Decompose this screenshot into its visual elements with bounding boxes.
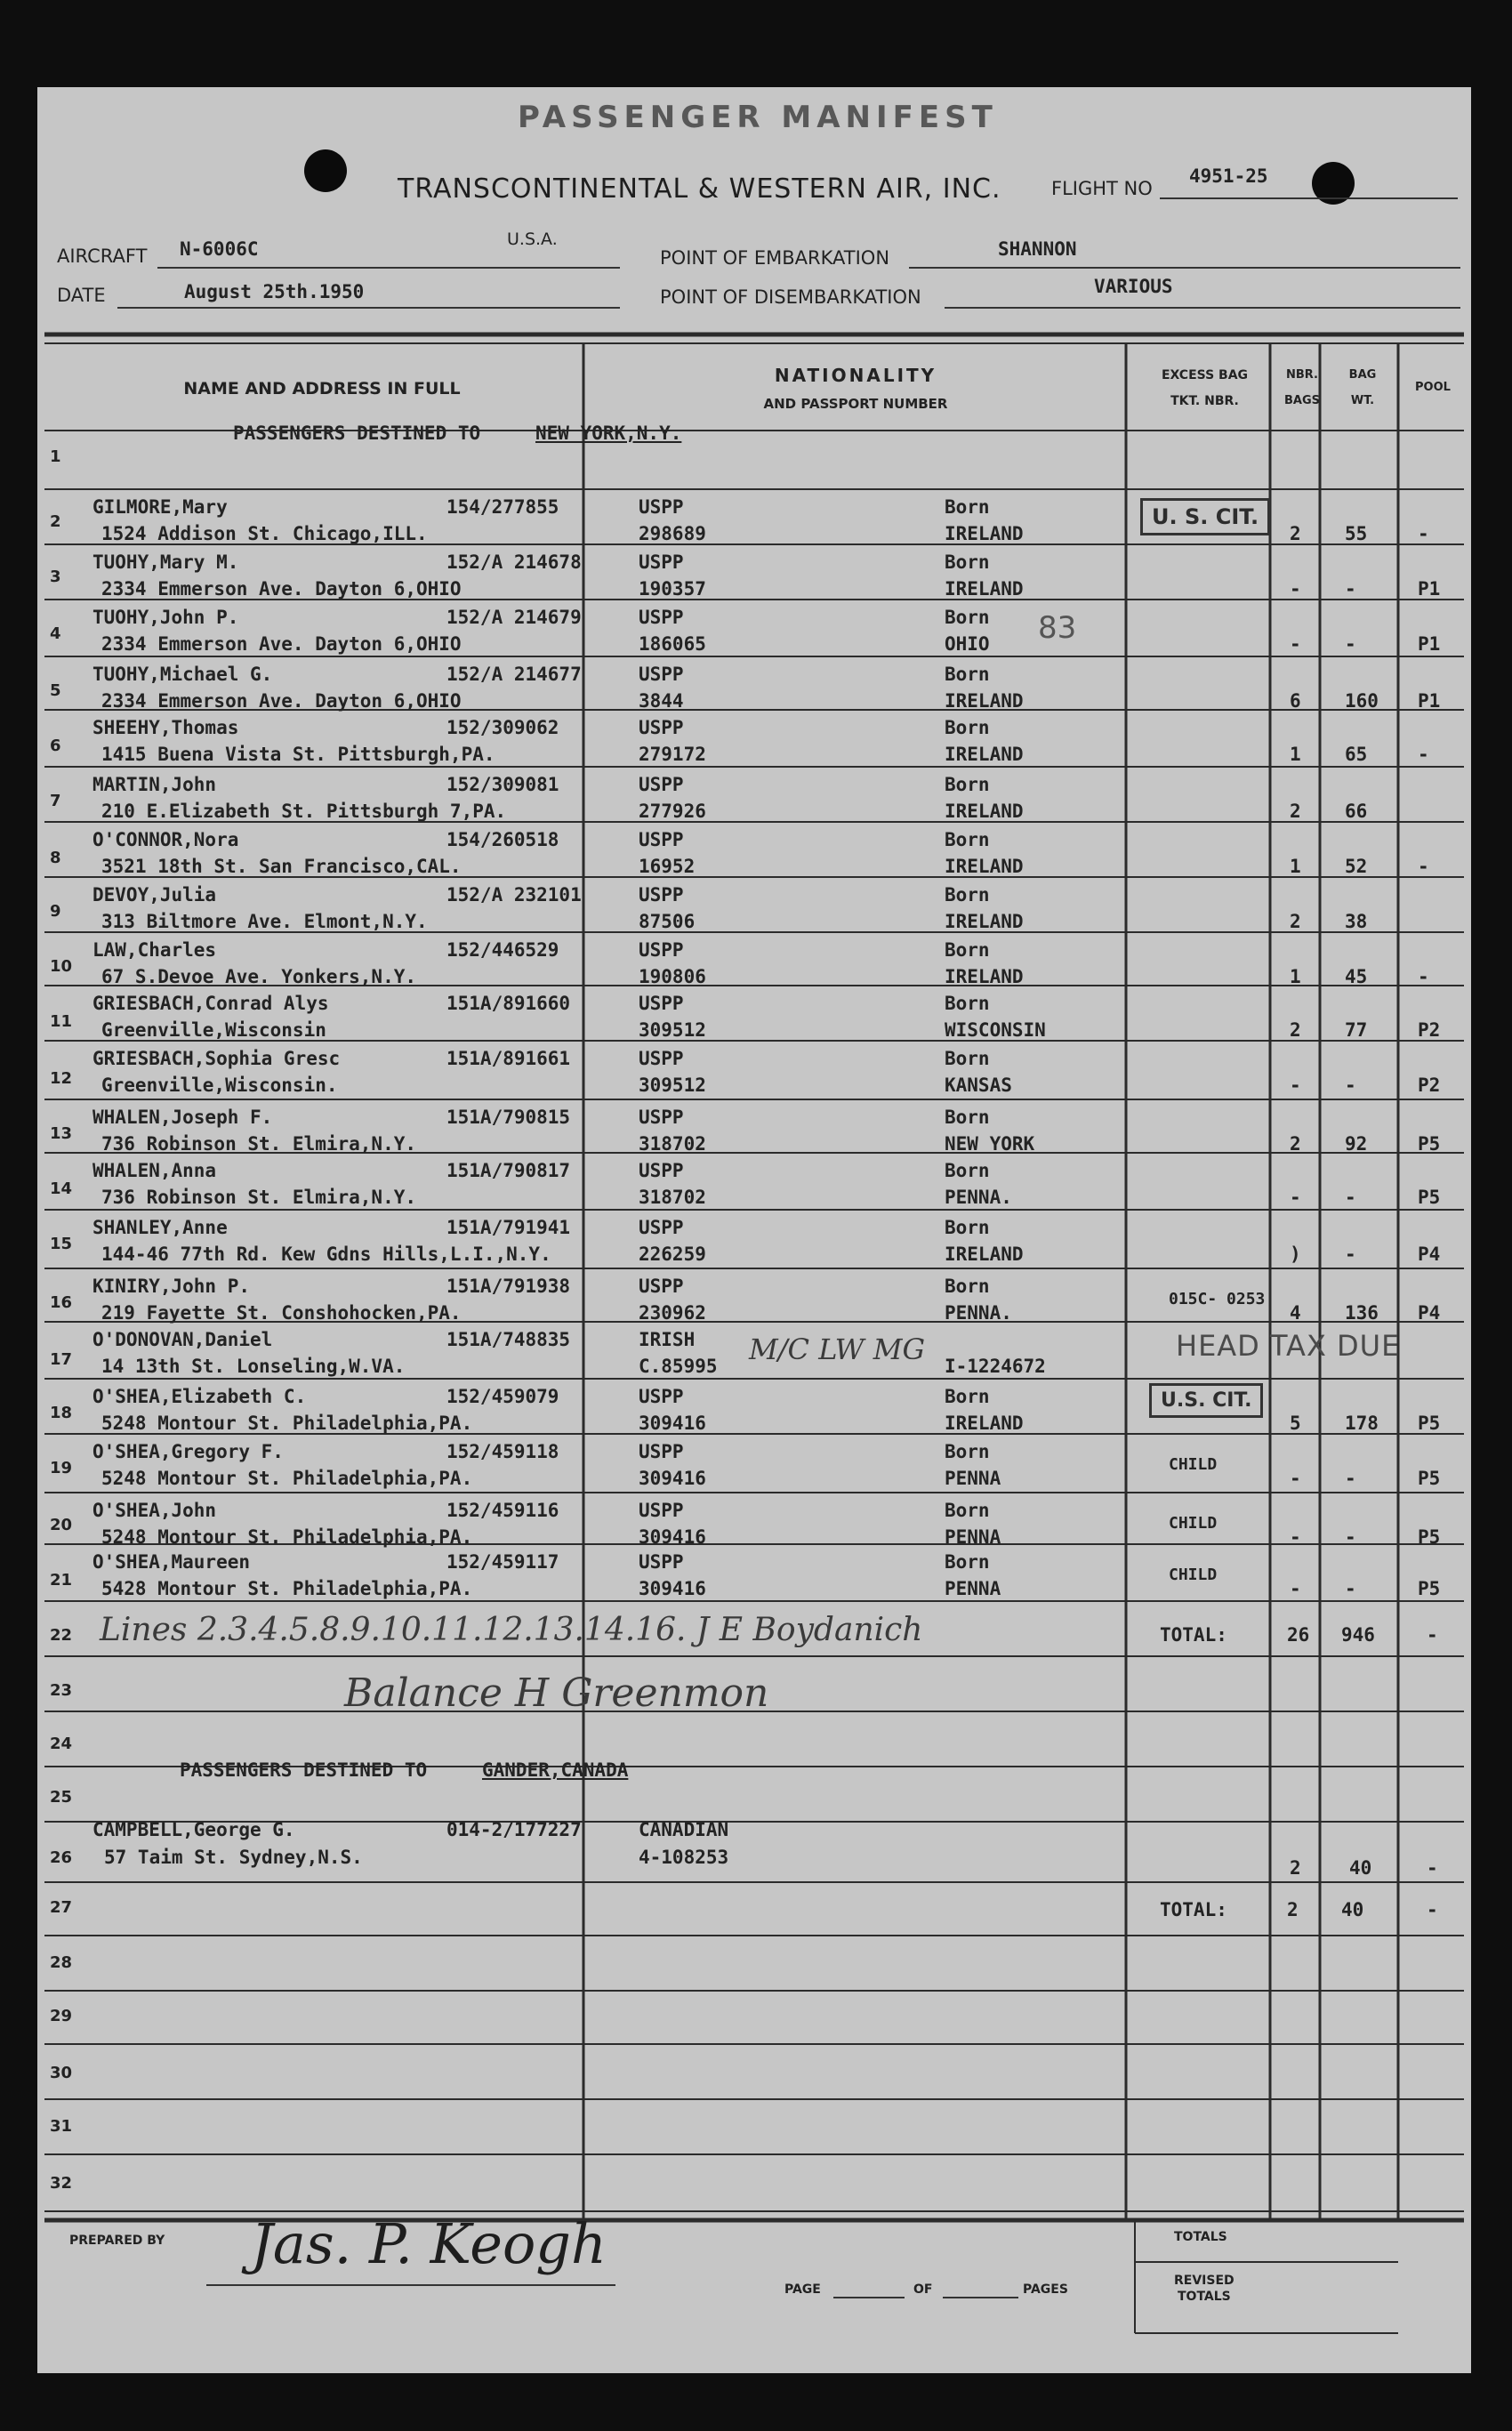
passenger-nationality: USPP bbox=[639, 717, 684, 738]
row-number: 17 bbox=[50, 1350, 73, 1369]
passenger-bags: 2 bbox=[1290, 1019, 1301, 1041]
passenger-weight: 65 bbox=[1345, 744, 1368, 765]
passenger-bags: 1 bbox=[1290, 966, 1301, 987]
passenger-birthplace: WISCONSIN bbox=[945, 1019, 1046, 1041]
passenger-name: GRIESBACH,Conrad Alys bbox=[92, 993, 329, 1014]
passenger-birthplace: KANSAS bbox=[945, 1075, 1012, 1096]
row-number: 11 bbox=[50, 1012, 73, 1031]
col-excess-sub: TKT. NBR. bbox=[1170, 394, 1239, 408]
passenger-born-label: Born bbox=[945, 829, 990, 850]
flight-number: 4951-25 bbox=[1189, 165, 1268, 187]
passenger-address: 2334 Emmerson Ave. Dayton 6,OHIO bbox=[101, 633, 462, 655]
passenger-passport: 318702 bbox=[639, 1133, 706, 1155]
passenger-weight: 160 bbox=[1345, 690, 1379, 712]
handwritten-lines-note: Lines 2.3.4.5.8.9.10.11.12.13.14.16. J E Boydanich bbox=[100, 1612, 923, 1648]
passenger-bags: 2 bbox=[1290, 911, 1301, 932]
col-excess-header: EXCESS BAG bbox=[1161, 368, 1249, 382]
passenger-bags: - bbox=[1290, 1187, 1301, 1208]
passenger-nationality: USPP bbox=[639, 1441, 684, 1462]
section2-destination: GANDER,CANADA bbox=[482, 1759, 629, 1781]
embarkation-label: POINT OF EMBARKATION bbox=[660, 247, 890, 269]
col-nationality-sub: AND PASSPORT NUMBER bbox=[763, 396, 948, 412]
row-number: 21 bbox=[50, 1571, 73, 1590]
passenger-nationality: USPP bbox=[639, 993, 684, 1014]
passenger-nationality: USPP bbox=[639, 1500, 684, 1521]
passenger-pool: - bbox=[1418, 744, 1429, 765]
row-number: 6 bbox=[50, 737, 61, 755]
passenger-address: Greenville,Wisconsin bbox=[101, 1019, 326, 1041]
row-number: 12 bbox=[50, 1069, 73, 1088]
passenger-born-label: Born bbox=[945, 1551, 990, 1573]
passenger-weight: - bbox=[1345, 1075, 1356, 1096]
passenger-weight: 55 bbox=[1345, 523, 1368, 544]
passenger-name: WHALEN,Joseph F. bbox=[92, 1107, 273, 1128]
row-number: 31 bbox=[50, 2117, 73, 2136]
section1-prefix: PASSENGERS DESTINED TO bbox=[233, 423, 481, 444]
row-number: 20 bbox=[50, 1516, 73, 1534]
passenger-pool: P4 bbox=[1418, 1244, 1441, 1265]
disembarkation-value: VARIOUS bbox=[1094, 276, 1173, 297]
passenger-pool: P1 bbox=[1418, 690, 1441, 712]
passenger-nationality: USPP bbox=[639, 664, 684, 685]
passenger-passport: 3844 bbox=[639, 690, 684, 712]
passenger-nationality: USPP bbox=[639, 1107, 684, 1128]
row-number: 3 bbox=[50, 568, 61, 586]
row-number: 19 bbox=[50, 1459, 73, 1477]
passenger-nationality: USPP bbox=[639, 829, 684, 850]
handwritten-note-17: M/C LW MG bbox=[749, 1332, 926, 1366]
passenger-nationality: USPP bbox=[639, 551, 684, 573]
row-number: 25 bbox=[50, 1788, 73, 1807]
passenger-nationality: USPP bbox=[639, 774, 684, 795]
passenger-passport: 277926 bbox=[639, 801, 706, 822]
passenger-address: 57 Taim St. Sydney,N.S. bbox=[104, 1847, 363, 1868]
passenger-address: 736 Robinson St. Elmira,N.Y. bbox=[101, 1187, 417, 1208]
passenger-ticket: 151A/891661 bbox=[446, 1048, 571, 1069]
passenger-bags: 5 bbox=[1290, 1413, 1301, 1434]
us-citizen-stamp: U. S. CIT. bbox=[1140, 498, 1270, 535]
passenger-birthplace: IRELAND bbox=[945, 690, 1024, 712]
passenger-passport: 186065 bbox=[639, 633, 706, 655]
row-number: 15 bbox=[50, 1235, 73, 1253]
passenger-nationality: USPP bbox=[639, 939, 684, 961]
passenger-born-label: Born bbox=[945, 1276, 990, 1297]
passenger-birthplace: PENNA bbox=[945, 1526, 1001, 1548]
section2-prefix: PASSENGERS DESTINED TO bbox=[180, 1759, 428, 1781]
passenger-born-label: Born bbox=[945, 1386, 990, 1407]
passenger-born-label: Born bbox=[945, 1160, 990, 1181]
us-citizen-stamp-2: U.S. CIT. bbox=[1149, 1383, 1263, 1418]
passenger-pool: - bbox=[1418, 523, 1429, 544]
passenger-nationality: USPP bbox=[639, 1386, 684, 1407]
passenger-name: CAMPBELL,George G. bbox=[92, 1819, 295, 1840]
passenger-born-label: Born bbox=[945, 1048, 990, 1069]
passenger-birthplace: PENNA. bbox=[945, 1187, 1012, 1208]
passenger-passport: C.85995 bbox=[639, 1356, 718, 1377]
total2-pool: - bbox=[1427, 1899, 1438, 1920]
passenger-name: GRIESBACH,Sophia Gresc bbox=[92, 1048, 341, 1069]
passenger-address: 736 Robinson St. Elmira,N.Y. bbox=[101, 1133, 417, 1155]
passenger-passport: 16952 bbox=[639, 856, 696, 877]
passenger-ticket: 151A/791938 bbox=[446, 1276, 571, 1297]
passenger-ticket: 151A/791941 bbox=[446, 1217, 571, 1238]
passenger-ticket: 152/A 214677 bbox=[446, 664, 582, 685]
passenger-pool: P2 bbox=[1418, 1019, 1441, 1041]
passenger-weight: 92 bbox=[1345, 1133, 1368, 1155]
passenger-passport: 190806 bbox=[639, 966, 706, 987]
passenger-nationality: USPP bbox=[639, 1160, 684, 1181]
passenger-ticket: 154/260518 bbox=[446, 829, 559, 850]
revised-label: REVISED bbox=[1174, 2274, 1235, 2288]
passenger-address: Greenville,Wisconsin. bbox=[101, 1075, 338, 1096]
passenger-passport: 279172 bbox=[639, 744, 706, 765]
aircraft-label: AIRCRAFT bbox=[57, 246, 148, 267]
date-value: August 25th.1950 bbox=[184, 281, 365, 302]
passenger-birthplace: NEW YORK bbox=[945, 1133, 1035, 1155]
passenger-nationality: USPP bbox=[639, 884, 684, 906]
passenger-passport: 309416 bbox=[639, 1578, 706, 1599]
passenger-address: 2334 Emmerson Ave. Dayton 6,OHIO bbox=[101, 578, 462, 600]
flight-label: FLIGHT NO bbox=[1051, 178, 1153, 199]
head-tax-stamp: HEAD TAX DUE bbox=[1176, 1329, 1401, 1363]
passenger-address: 1524 Addison St. Chicago,ILL. bbox=[101, 523, 428, 544]
total2-weight: 40 bbox=[1341, 1899, 1364, 1920]
passenger-name: LAW,Charles bbox=[92, 939, 217, 961]
passenger-pool: P5 bbox=[1418, 1526, 1441, 1548]
passenger-weight: 38 bbox=[1345, 911, 1368, 932]
passenger-ticket: 151A/748835 bbox=[446, 1329, 571, 1350]
passenger-ticket: 152/A 232101 bbox=[446, 884, 582, 906]
passenger-birthplace: IRELAND bbox=[945, 966, 1024, 987]
passenger-name: KINIRY,John P. bbox=[92, 1276, 251, 1297]
passenger-birthplace: IRELAND bbox=[945, 1244, 1024, 1265]
passenger-weight: 52 bbox=[1345, 856, 1368, 877]
passenger-address: 313 Biltmore Ave. Elmont,N.Y. bbox=[101, 911, 428, 932]
passenger-address: 219 Fayette St. Conshohocken,PA. bbox=[101, 1302, 462, 1324]
passenger-nationality: USPP bbox=[639, 496, 684, 518]
row-number: 13 bbox=[50, 1124, 73, 1143]
total1-label: TOTAL: bbox=[1160, 1624, 1227, 1646]
passenger-pool: P5 bbox=[1418, 1133, 1441, 1155]
passenger-passport: 309416 bbox=[639, 1413, 706, 1434]
passenger-name: TUOHY,Mary M. bbox=[92, 551, 239, 573]
passenger-bags: - bbox=[1290, 1526, 1301, 1548]
total2-bags: 2 bbox=[1287, 1899, 1299, 1920]
passenger-born-label: Born bbox=[945, 1107, 990, 1128]
form-title: PASSENGER MANIFEST bbox=[518, 100, 998, 135]
passenger-ticket: 014-2/177227 bbox=[446, 1819, 582, 1840]
total2-label: TOTAL: bbox=[1160, 1899, 1227, 1920]
passenger-birthplace: IRELAND bbox=[945, 744, 1024, 765]
col-weight-header: BAG bbox=[1348, 368, 1377, 382]
passenger-name: O'SHEA,John bbox=[92, 1500, 217, 1521]
passenger-birthplace: PENNA bbox=[945, 1578, 1001, 1599]
passenger-weight: 66 bbox=[1345, 801, 1368, 822]
passenger-pool: P4 bbox=[1418, 1302, 1441, 1324]
passenger-address: 5248 Montour St. Philadelphia,PA. bbox=[101, 1468, 473, 1489]
of-label: OF bbox=[913, 2282, 933, 2297]
passenger-ticket: 152/459117 bbox=[446, 1551, 559, 1573]
passenger-address: 5428 Montour St. Philadelphia,PA. bbox=[101, 1578, 473, 1599]
col-weight-sub: WT. bbox=[1350, 394, 1375, 407]
passenger-born-label: Born bbox=[945, 551, 990, 573]
passenger-nationality: USPP bbox=[639, 1551, 684, 1573]
passenger-passport: 230962 bbox=[639, 1302, 706, 1324]
passenger-ticket: 151A/790815 bbox=[446, 1107, 571, 1128]
passenger-born-label: Born bbox=[945, 1217, 990, 1238]
passenger-name: TUOHY,John P. bbox=[92, 607, 239, 628]
passenger-address: 144-46 77th Rd. Kew Gdns Hills,L.I.,N.Y. bbox=[101, 1244, 551, 1265]
passenger-passport: 190357 bbox=[639, 578, 706, 600]
row-number: 32 bbox=[50, 2174, 73, 2193]
row-number: 29 bbox=[50, 2007, 73, 2025]
passenger-address: 2334 Emmerson Ave. Dayton 6,OHIO bbox=[101, 690, 462, 712]
passenger-birthplace: PENNA bbox=[945, 1468, 1001, 1489]
passenger-weight: 45 bbox=[1345, 966, 1368, 987]
passenger-nationality: IRISH bbox=[639, 1329, 696, 1350]
disembarkation-label: POINT OF DISEMBARKATION bbox=[660, 286, 921, 308]
passenger-ticket: 154/277855 bbox=[446, 496, 559, 518]
passenger-ticket: 152/A 214678 bbox=[446, 551, 582, 573]
embarkation-value: SHANNON bbox=[998, 238, 1077, 260]
passenger-born-label: Born bbox=[945, 939, 990, 961]
row-number: 8 bbox=[50, 849, 61, 867]
passenger-born-label: Born bbox=[945, 993, 990, 1014]
passenger-ticket: 152/309062 bbox=[446, 717, 559, 738]
passenger-nationality: USPP bbox=[639, 1217, 684, 1238]
passenger-pool: P2 bbox=[1418, 1075, 1441, 1096]
passenger-name: DEVOY,Julia bbox=[92, 884, 217, 906]
passenger-ticket: 152/309081 bbox=[446, 774, 559, 795]
passenger-name: SHEEHY,Thomas bbox=[92, 717, 239, 738]
passenger-birthplace: OHIO bbox=[945, 633, 990, 655]
passenger-pool: - bbox=[1418, 856, 1429, 877]
passenger-born-label: Born bbox=[945, 774, 990, 795]
passenger-nationality: USPP bbox=[639, 607, 684, 628]
passenger-bags: - bbox=[1290, 1468, 1301, 1489]
passenger-pool: - bbox=[1418, 966, 1429, 987]
passenger-birthplace: PENNA. bbox=[945, 1302, 1012, 1324]
row-number: 7 bbox=[50, 792, 61, 810]
passenger-birthplace: IRELAND bbox=[945, 578, 1024, 600]
passenger-birthplace: IRELAND bbox=[945, 856, 1024, 877]
passenger-bags: ) bbox=[1290, 1244, 1301, 1265]
passenger-pool: P5 bbox=[1418, 1468, 1441, 1489]
passenger-passport: 318702 bbox=[639, 1187, 706, 1208]
prepared-by-label: PREPARED BY bbox=[69, 2234, 165, 2248]
total1-bags: 26 bbox=[1287, 1624, 1310, 1646]
passenger-name: SHANLEY,Anne bbox=[92, 1217, 228, 1238]
revised-totals-label: TOTALS bbox=[1178, 2290, 1231, 2304]
date-label: DATE bbox=[57, 285, 106, 306]
passenger-birthplace: I-1224672 bbox=[945, 1356, 1046, 1377]
passenger-passport: 309416 bbox=[639, 1468, 706, 1489]
passenger-address: 5248 Montour St. Philadelphia,PA. bbox=[101, 1526, 473, 1548]
passenger-bags: - bbox=[1290, 578, 1301, 600]
passenger-bags: 1 bbox=[1290, 744, 1301, 765]
row-number: 27 bbox=[50, 1898, 73, 1917]
handwritten-balance-note: Balance H Greenmon bbox=[344, 1670, 769, 1716]
passenger-weight: - bbox=[1345, 1578, 1356, 1599]
passenger-pool: P5 bbox=[1418, 1187, 1441, 1208]
total1-weight: 946 bbox=[1341, 1624, 1375, 1646]
passenger-bags: - bbox=[1290, 1075, 1301, 1096]
passenger-weight: - bbox=[1345, 578, 1356, 600]
row-number: 18 bbox=[50, 1404, 73, 1422]
passenger-bags: - bbox=[1290, 633, 1301, 655]
row-number: 23 bbox=[50, 1681, 73, 1700]
passenger-passport: 309512 bbox=[639, 1075, 706, 1096]
row-number: 9 bbox=[50, 902, 61, 921]
passenger-excess-ticket: 015C- 0253 bbox=[1169, 1290, 1266, 1308]
passenger-birthplace: IRELAND bbox=[945, 1413, 1024, 1434]
passenger-name: O'SHEA,Gregory F. bbox=[92, 1441, 284, 1462]
passenger-born-label: Born bbox=[945, 884, 990, 906]
passenger-ticket: 151A/891660 bbox=[446, 993, 571, 1014]
passenger-pool: P5 bbox=[1418, 1578, 1441, 1599]
passenger-bags: 1 bbox=[1290, 856, 1301, 877]
manifest-sheet bbox=[37, 87, 1471, 2373]
passenger-name: O'DONOVAN,Daniel bbox=[92, 1329, 273, 1350]
passenger-weight: - bbox=[1345, 1187, 1356, 1208]
passenger-born-label: Born bbox=[945, 1441, 990, 1462]
passenger-name: WHALEN,Anna bbox=[92, 1160, 217, 1181]
col-pool-header: POOL bbox=[1415, 381, 1451, 394]
passenger-ticket: 152/459118 bbox=[446, 1441, 559, 1462]
passenger-pool: P5 bbox=[1418, 1413, 1441, 1434]
passenger-birthplace: IRELAND bbox=[945, 523, 1024, 544]
passenger-bags: 2 bbox=[1290, 1857, 1301, 1879]
passenger-name: GILMORE,Mary bbox=[92, 496, 228, 518]
page-label: PAGE bbox=[784, 2282, 821, 2297]
passenger-ticket: 152/A 214679 bbox=[446, 607, 582, 628]
passenger-born-label: Born bbox=[945, 664, 990, 685]
passenger-weight: - bbox=[1345, 1244, 1356, 1265]
passenger-born-label: Born bbox=[945, 496, 990, 518]
total1-pool: - bbox=[1427, 1624, 1438, 1646]
handwritten-83: 83 bbox=[1038, 610, 1077, 646]
passenger-ticket: 152/459079 bbox=[446, 1386, 559, 1407]
passenger-pool: P1 bbox=[1418, 578, 1441, 600]
preparer-signature: Jas. P. Keogh bbox=[251, 2211, 607, 2276]
passenger-pool: P1 bbox=[1418, 633, 1441, 655]
passenger-weight: - bbox=[1345, 1526, 1356, 1548]
passenger-address: 67 S.Devoe Ave. Yonkers,N.Y. bbox=[101, 966, 417, 987]
col-nationality-header: NATIONALITY bbox=[774, 365, 937, 386]
passenger-birthplace: IRELAND bbox=[945, 801, 1024, 822]
passenger-weight: 40 bbox=[1349, 1857, 1372, 1879]
passenger-passport: 298689 bbox=[639, 523, 706, 544]
pages-label: PAGES bbox=[1023, 2282, 1068, 2297]
passenger-born-label: Born bbox=[945, 607, 990, 628]
passenger-weight: - bbox=[1345, 1468, 1356, 1489]
row-number: 24 bbox=[50, 1735, 73, 1753]
section1-destination: NEW YORK,N.Y. bbox=[535, 423, 682, 444]
passenger-passport: 309416 bbox=[639, 1526, 706, 1548]
passenger-weight: 77 bbox=[1345, 1019, 1368, 1041]
passenger-ticket: 151A/790817 bbox=[446, 1160, 571, 1181]
passenger-bags: - bbox=[1290, 1578, 1301, 1599]
row-number: 2 bbox=[50, 512, 61, 531]
passenger-excess-ticket: CHILD bbox=[1169, 1455, 1218, 1474]
row-number: 1 bbox=[50, 447, 61, 466]
col-bags-header: NBR. bbox=[1286, 368, 1318, 382]
passenger-born-label: Born bbox=[945, 717, 990, 738]
passenger-address: 210 E.Elizabeth St. Pittsburgh 7,PA. bbox=[101, 801, 507, 822]
passenger-ticket: 152/446529 bbox=[446, 939, 559, 961]
passenger-bags: 2 bbox=[1290, 523, 1301, 544]
passenger-excess-ticket: CHILD bbox=[1169, 1514, 1218, 1533]
totals-label: TOTALS bbox=[1174, 2230, 1227, 2244]
passenger-address: 1415 Buena Vista St. Pittsburgh,PA. bbox=[101, 744, 495, 765]
passenger-passport: 87506 bbox=[639, 911, 696, 932]
passenger-name: O'SHEA,Maureen bbox=[92, 1551, 251, 1573]
passenger-nationality: CANADIAN bbox=[639, 1819, 729, 1840]
col-bags-sub: BAGS bbox=[1283, 394, 1320, 407]
row-number: 4 bbox=[50, 624, 61, 643]
row-number: 5 bbox=[50, 681, 61, 700]
passenger-weight: 136 bbox=[1345, 1302, 1379, 1324]
passenger-name: O'SHEA,Elizabeth C. bbox=[92, 1386, 307, 1407]
passenger-excess-ticket: CHILD bbox=[1169, 1566, 1218, 1584]
passenger-address: 5248 Montour St. Philadelphia,PA. bbox=[101, 1413, 473, 1434]
passenger-name: TUOHY,Michael G. bbox=[92, 664, 273, 685]
passenger-nationality: USPP bbox=[639, 1048, 684, 1069]
passenger-weight: 178 bbox=[1345, 1413, 1379, 1434]
row-number: 30 bbox=[50, 2064, 73, 2082]
row-number: 28 bbox=[50, 1953, 73, 1972]
col-name-header: NAME AND ADDRESS IN FULL bbox=[183, 379, 461, 398]
passenger-passport: 309512 bbox=[639, 1019, 706, 1041]
passenger-bags: 2 bbox=[1290, 801, 1301, 822]
passenger-passport: 226259 bbox=[639, 1244, 706, 1265]
row-number: 26 bbox=[50, 1848, 73, 1867]
passenger-bags: 6 bbox=[1290, 690, 1301, 712]
company-name: TRANSCONTINENTAL & WESTERN AIR, INC. bbox=[398, 173, 1001, 205]
passenger-bags: 4 bbox=[1290, 1302, 1301, 1324]
aircraft-value: N-6006C bbox=[180, 238, 259, 260]
passenger-birthplace: IRELAND bbox=[945, 911, 1024, 932]
passenger-pool: - bbox=[1427, 1857, 1438, 1879]
country-label: U.S.A. bbox=[507, 229, 558, 249]
row-number: 16 bbox=[50, 1293, 73, 1312]
row-number: 10 bbox=[50, 957, 73, 976]
passenger-passport: 4-108253 bbox=[639, 1847, 729, 1868]
passenger-ticket: 152/459116 bbox=[446, 1500, 559, 1521]
passenger-name: O'CONNOR,Nora bbox=[92, 829, 239, 850]
passenger-born-label: Born bbox=[945, 1500, 990, 1521]
passenger-address: 3521 18th St. San Francisco,CAL. bbox=[101, 856, 462, 877]
row-number: 22 bbox=[50, 1626, 73, 1645]
passenger-name: MARTIN,John bbox=[92, 774, 217, 795]
passenger-address: 14 13th St. Lonseling,W.VA. bbox=[101, 1356, 406, 1377]
passenger-nationality: USPP bbox=[639, 1276, 684, 1297]
passenger-bags: 2 bbox=[1290, 1133, 1301, 1155]
row-number: 14 bbox=[50, 1179, 73, 1198]
passenger-weight: - bbox=[1345, 633, 1356, 655]
